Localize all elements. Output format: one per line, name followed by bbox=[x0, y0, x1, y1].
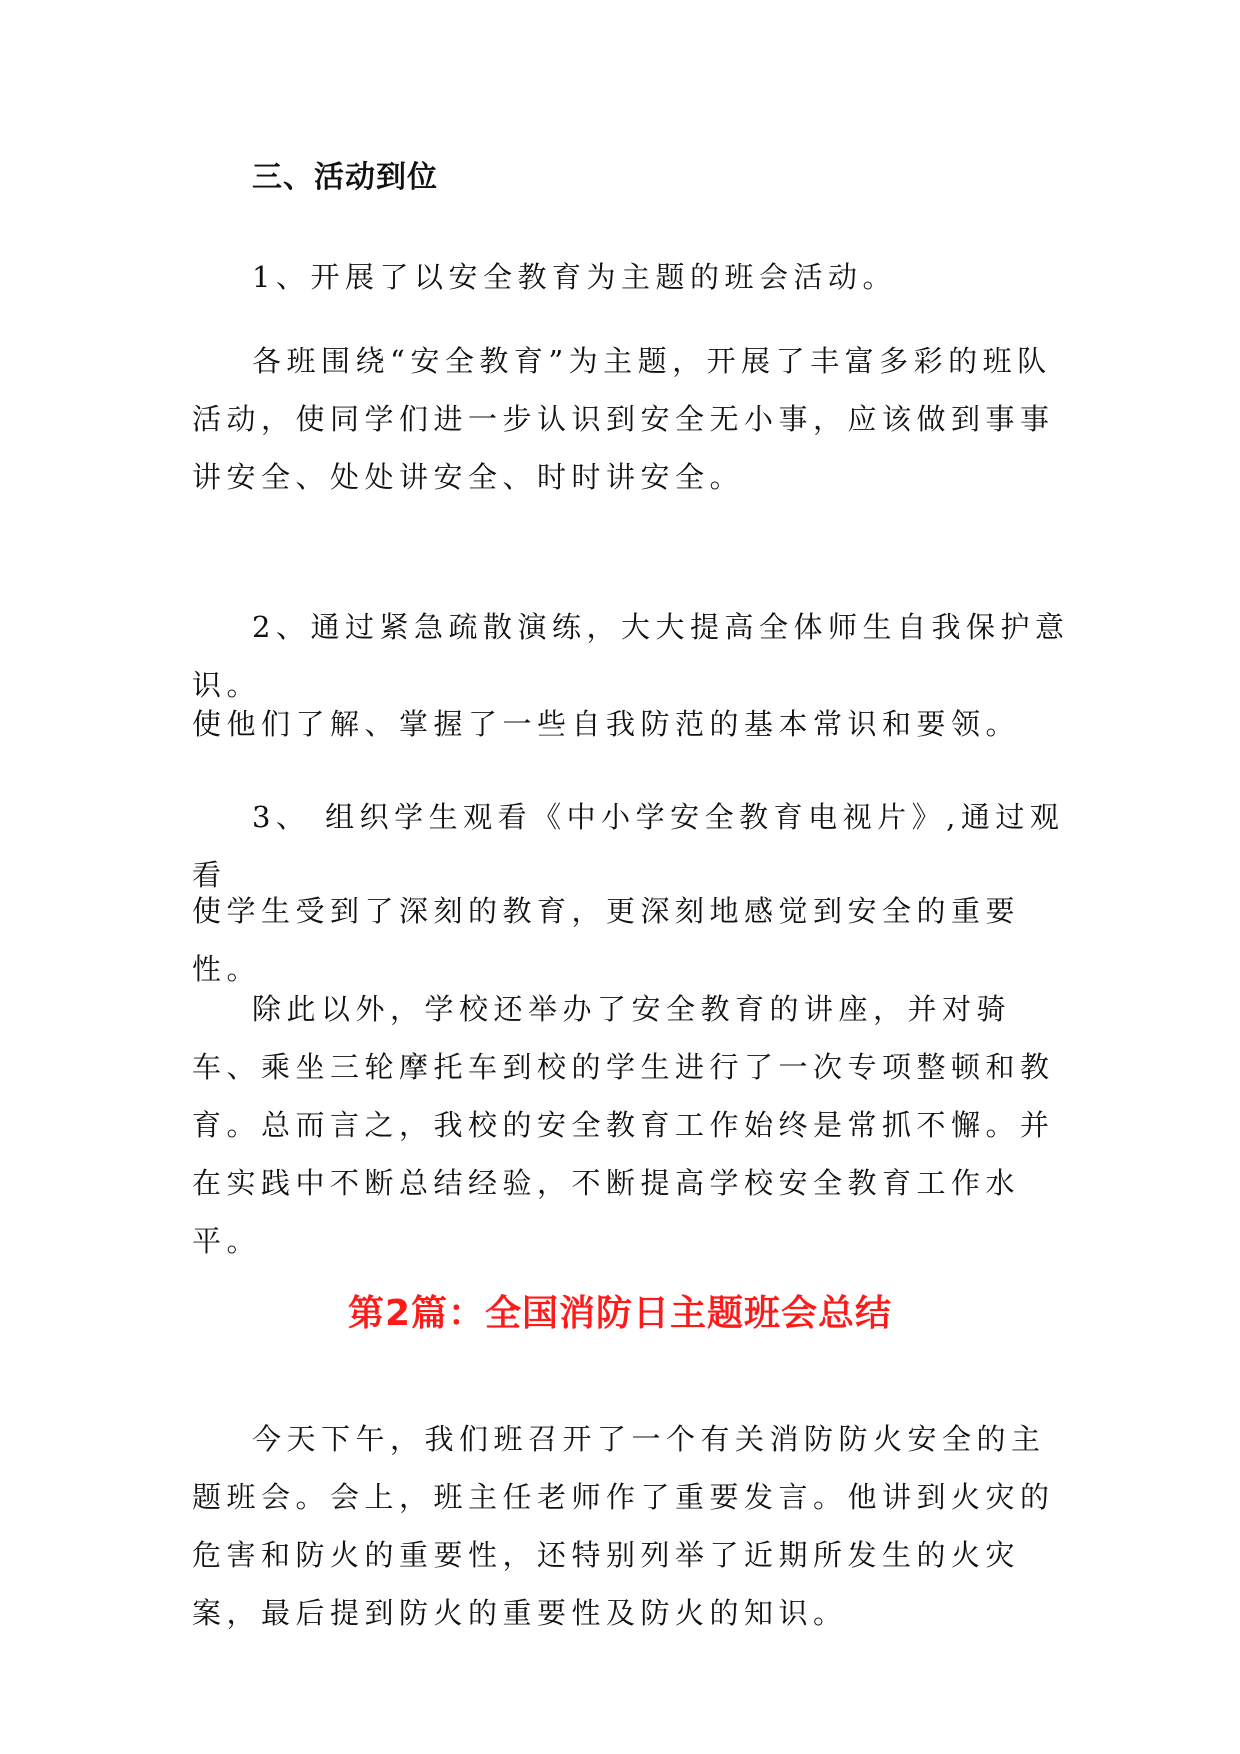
article-2-title: 第2篇：全国消防日主题班会总结 bbox=[347, 1293, 893, 1334]
article-2-intro-paragraph: 今天下午，我们班召开了一个有关消防防火安全的主题班会。会上，班主任老师作了重要发言。他讲到火灾的危害和防火的重要性，还特别列举了近期所发生的火灾案，最后提到防火的重要性及防火的知识。 bbox=[192, 1422, 1055, 1630]
item-2-paragraph: 2、通过紧急疏散演练，大大提高全体师生自我保护意识。 bbox=[192, 610, 1070, 702]
item-1-paragraph: 1、开展了以安全教育为主题的班会活动。 bbox=[252, 260, 897, 294]
item-3-paragraph-line-1: 3、 组织学生观看《中小学安全教育电视片》,通过观看 bbox=[192, 800, 1065, 892]
item-3-paragraph-line-2: 使学生受到了深刻的教育，更深刻地感觉到安全的重要性。 bbox=[192, 894, 1021, 986]
section-heading-activities: 三、活动到位 bbox=[252, 160, 438, 195]
summary-paragraph: 除此以外，学校还举办了安全教育的讲座，并对骑车、乘坐三轮摩托车到校的学生进行了一次专项整顿和教育。总而言之，我校的安全教育工作始终是常抓不懈。并在实践中不断总结经验，不断提高学校安全教育工作水平。 bbox=[192, 992, 1055, 1258]
item-2-detail-paragraph: 使他们了解、掌握了一些自我防范的基本常识和要领。 bbox=[192, 707, 1021, 741]
item-1-detail-paragraph: 各班围绕“安全教育”为主题，开展了丰富多彩的班队活动，使同学们进一步认识到安全无小事，应该做到事事讲安全、处处讲安全、时时讲安全。 bbox=[192, 344, 1055, 494]
